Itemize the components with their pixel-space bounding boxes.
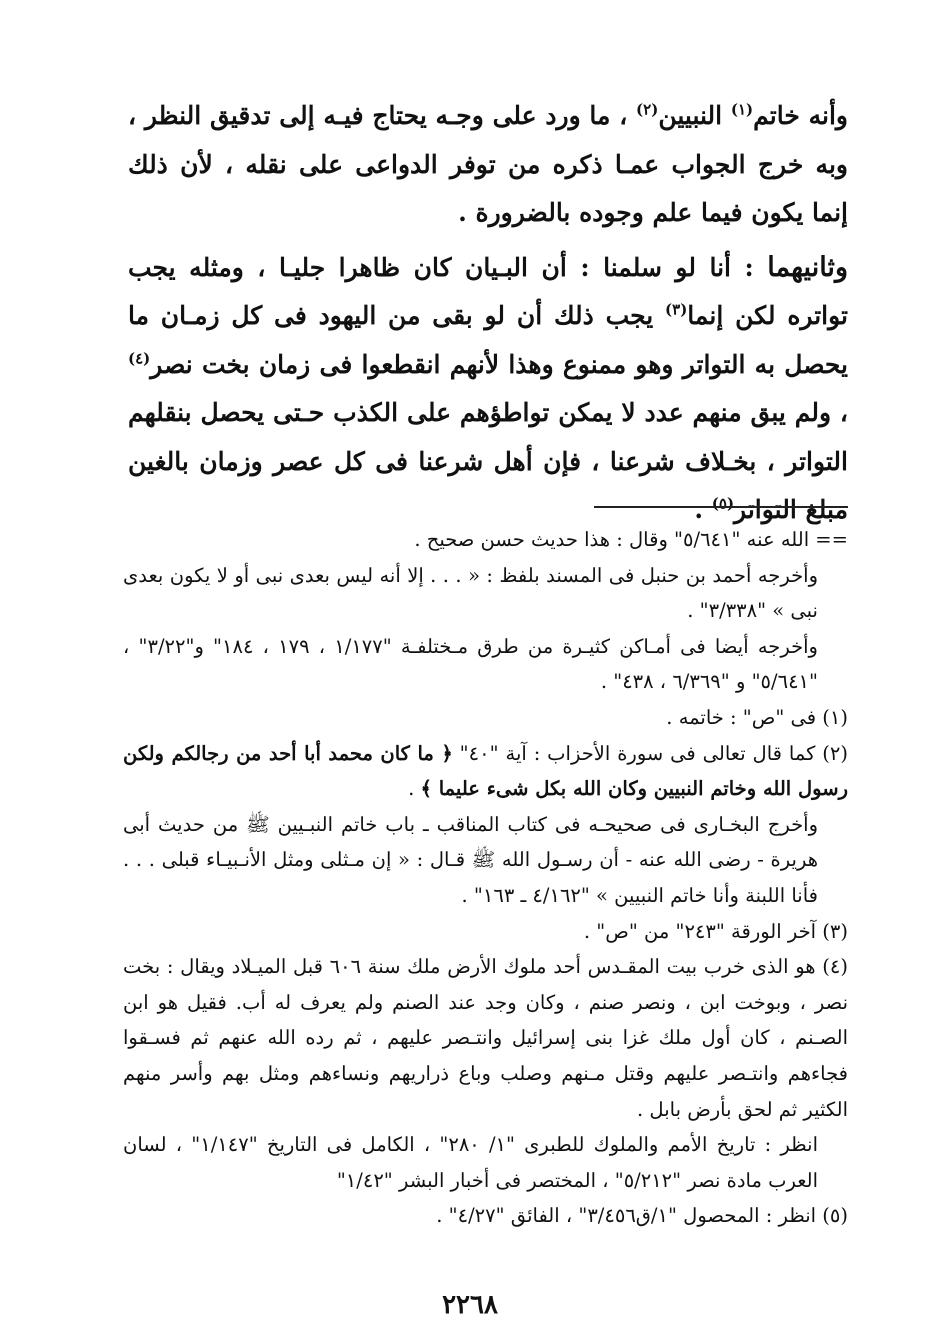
footnote-2-end: . [408, 777, 421, 801]
footnote-2-verse: ﴿ ما كان محمد أبا أحد من رجالكم ولكن رسول الله وخاتم النبيين وكان الله بكل شىء عليما ﴾ [123, 741, 848, 801]
footnote-4-ref: انظر : تاريخ الأمم والملوك للطبرى "١/ ٢٨٠" ، الكامل فى التاريخ "١/١٤٧" ، لسان العرب مادة نصر "٥/٢١٢" ، المختصر فى أخبار البشر "١/٤٢" [123, 1133, 818, 1192]
paragraph-1-text-b: النبيين [658, 101, 731, 130]
footnote-ref-2: (٢) [636, 100, 659, 119]
footnote-2 [123, 736, 848, 807]
footnotes [123, 522, 848, 1234]
paragraph-2 [128, 244, 848, 535]
paragraph-2-text-b: يجب ذلك أن لو بقى من اليهود فى كل زمـان ما يحصل به التواتر وهو ممنوع وهذا لأنهم انقطعوا فى زمان بخت نصر [128, 301, 848, 379]
footnote-continuation-3: وأخرجه أيضا فى أمـاكن كثيـرة من طرق مـختلفـة "١/١٧٧ ، ١٧٩ ، ١٨٤" و"٣/٢٢" ، "٥/٦٤١" و "٦/٣٦٩ ، ٤٣٨" . [123, 634, 818, 694]
paragraph-1 [128, 92, 848, 238]
footnote-separator [594, 506, 848, 508]
paragraph-2-text-d: . [694, 495, 712, 524]
footnote-4: (٤) هو الذى خرب بيت المقـدس أحد ملوك الأرض ملك سنة ٦٠٦ قبل الميـلاد ويقال : بخت نصر ، وبوخت ابن ، ونصر صنم ، وكان وجد عند الصنم ولم يعرف له أب. فقيل هو ابن الصـنم ، كان أول ملك غزا بنى إسرائيل وانتـصر عليهم ، ثم رده الله عنهم ثم فسـقوا فجاءهم وانتـصر عليهم وقتل مـنهم وصلب وباع ذراريهم ونساءهم ومثل بهم وأسر منهم الكثير ثم لحق بأرض بابل . [123, 955, 848, 1121]
footnote-5: (٥) انظر : المحصول "١/ق٣/٤٥٦" ، الفائق "٤/٢٧" . [436, 1204, 848, 1228]
footnote-ref-1: (١) [730, 100, 754, 119]
footnote-3: (٣) آخر الورقة "٢٤٣" من "ص" . [583, 919, 848, 943]
paragraph-1-text-a: وأنه خاتم [753, 101, 848, 130]
page-number: ٢٢٦٨ [442, 1290, 498, 1320]
footnote-ref-3: (٣) [665, 300, 688, 319]
main-text [128, 92, 848, 535]
footnote-ref-4: (٤) [128, 349, 151, 368]
footnote-2-more: وأخرج البخـارى فى صحيحـه فى كتاب المناقب ـ باب خاتم النبـيين ﷺ من حديث أبى هريرة - رضى الله عنه - أن رسـول الله ﷺ قـال : « إن مـثلى ومثل الأنـبيـاء قبلى . . . فأنا اللبنة وأنا خاتم النبيين » "٤/١٦٢ ـ ١٦٣" . [123, 812, 818, 907]
paragraph-2-text-c: ، ولم يبق منهم عدد لا يمكن تواطؤهم على الكذب حـتى يحصل بنقلهم التواتر ، بخـلاف شرعنا ، فإن أهل شرعنا فى كل عصر وزمان بالغين مبلغ التواتر [128, 398, 848, 524]
paragraph-2-lead: وثانيهما [767, 251, 848, 283]
footnote-ref-5: (٥) [711, 494, 735, 513]
footnote-2-intro: (٢) كما قال تعالى فى سورة الأحزاب : آية "٤٠" [452, 741, 848, 765]
footnote-continuation-1: == الله عنه "٥/٦٤١" وقال : هذا حديث حسن صحيح . [414, 528, 848, 551]
paragraph-1-text-c: ، ما ورد على وجـه يحتاج فيـه إلى تدقيق النظر ، وبه خرج الجواب عمـا ذكره من توفر الدواعى على نقله ، لأن ذلك إنما يكون فيما علم وجوده بالضرورة . [128, 101, 848, 227]
footnote-continuation-2: وأخرجه أحمد بن حنبل فى المسند بلفظ : « . . . إلا أنه ليس بعدى نبى أو لا يكون بعدى نبى » "٣/٣٣٨" . [123, 563, 818, 623]
footnote-1: (١) فى "ص" : خاتمه . [666, 705, 848, 729]
paragraph-2-text-a: : أنا لو سلمنا : أن البـيان كان ظاهرا جليـا ، ومثله يجب تواتره لكن إنما [128, 252, 848, 330]
